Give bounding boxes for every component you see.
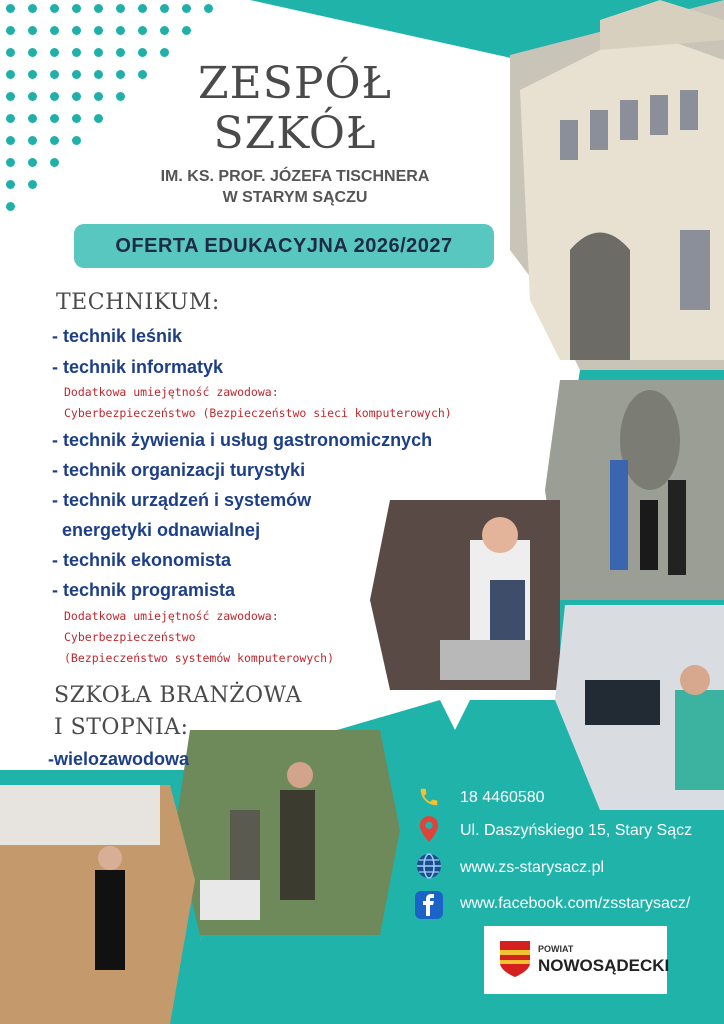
note-informatyk-line2: Cyberbezpieczeństwo (Bezpieczeństwo sieci komputerowych) (64, 406, 452, 420)
program-item: - technik urządzeń i systemów (52, 490, 312, 510)
dot (6, 180, 15, 189)
dot (6, 114, 15, 123)
dot (138, 4, 147, 13)
dot (94, 70, 103, 79)
dot (28, 136, 37, 145)
dot (72, 26, 81, 35)
dot (72, 114, 81, 123)
school-subtitle (130, 166, 460, 208)
program-item-continued: energetyki odnawialnej (52, 520, 261, 540)
dot (160, 48, 169, 57)
dot (72, 70, 81, 79)
dot (28, 92, 37, 101)
dot (50, 70, 59, 79)
location-pin-icon (416, 816, 442, 842)
dot (94, 48, 103, 57)
computer-lab-photo (555, 605, 724, 810)
dot (116, 70, 125, 79)
dot (6, 70, 15, 79)
technikum-heading: TECHNIKUM: (56, 290, 220, 315)
subtitle-line2: W STARYM SĄCZU (222, 189, 368, 206)
note-programista-line1: Dodatkowa umiejętność zawodowa: (64, 609, 279, 623)
dot (6, 26, 15, 35)
dot (138, 70, 147, 79)
dot (28, 48, 37, 57)
dot (94, 114, 103, 123)
dot (94, 92, 103, 101)
dot (50, 48, 59, 57)
dot (28, 114, 37, 123)
dot (72, 48, 81, 57)
note-informatyk-line1: Dodatkowa umiejętność zawodowa: (64, 385, 279, 399)
dot (138, 48, 147, 57)
dot (6, 136, 15, 145)
dot (50, 158, 59, 167)
dot (116, 48, 125, 57)
facebook-icon (414, 890, 444, 920)
dot (6, 92, 15, 101)
program-item: - technik informatyk (52, 357, 224, 377)
gym-photo (0, 785, 195, 1024)
dot (138, 26, 147, 35)
program-item: - technik programista (52, 580, 236, 600)
logo-powiat-text: POWIAT (538, 944, 574, 954)
program-item: - technik ekonomista (52, 550, 232, 570)
program-item: - technik żywienia i usług gastronomicznych (52, 430, 433, 450)
dot (28, 70, 37, 79)
dot (204, 4, 213, 13)
note-programista-line2: Cyberbezpieczeństwo (64, 630, 196, 644)
phone-icon (416, 784, 442, 810)
dot (50, 4, 59, 13)
dot (160, 26, 169, 35)
forestry-students-photo (175, 730, 400, 935)
dot (6, 48, 15, 57)
dot (182, 26, 191, 35)
address-text: Ul. Daszyńskiego 15, Stary Sącz (460, 822, 693, 839)
dot (28, 180, 37, 189)
branzowa-heading-line1: SZKOŁA BRANŻOWA (54, 683, 302, 708)
dot (94, 4, 103, 13)
program-item: - technik organizacji turystyki (52, 460, 306, 480)
subtitle-line1: IM. KS. PROF. JÓZEFA TISCHNERA (160, 168, 430, 185)
dot (28, 4, 37, 13)
globe-icon (416, 853, 442, 879)
dot (50, 26, 59, 35)
dot (116, 92, 125, 101)
dot (28, 158, 37, 167)
coat-of-arms-icon (500, 941, 530, 981)
dot (50, 92, 59, 101)
title-line1: ZESPÓŁ (198, 58, 392, 109)
logo-nowosadecki-text: NOWOSĄDECKI (538, 956, 670, 975)
dot (6, 4, 15, 13)
dot (6, 202, 15, 211)
branzowa-item: -wielozawodowa (48, 749, 190, 769)
school-building-photo (560, 0, 724, 360)
facebook-link[interactable]: www.facebook.com/zsstarysacz/ (460, 895, 691, 912)
dot (50, 114, 59, 123)
dot (50, 136, 59, 145)
dot (72, 92, 81, 101)
branzowa-heading-line2: I STOPNIA: (54, 715, 189, 740)
dot (116, 26, 125, 35)
dot (116, 4, 125, 13)
phone-text[interactable]: 18 4460580 (460, 789, 545, 806)
title-line2: SZKÓŁ (213, 108, 377, 159)
dot (94, 26, 103, 35)
program-item: - technik leśnik (52, 326, 183, 346)
note-programista-line3: (Bezpieczeństwo systemów komputerowych) (64, 651, 335, 665)
students-statue-photo (545, 380, 724, 600)
website-link[interactable]: www.zs-starysacz.pl (460, 859, 605, 876)
dot (6, 158, 15, 167)
dot (182, 4, 191, 13)
dot (72, 4, 81, 13)
dot (72, 136, 81, 145)
offer-banner: OFERTA EDUKACYJNA 2026/2027 (74, 224, 494, 268)
dot (28, 26, 37, 35)
dot (160, 4, 169, 13)
chef-photo (370, 500, 560, 690)
